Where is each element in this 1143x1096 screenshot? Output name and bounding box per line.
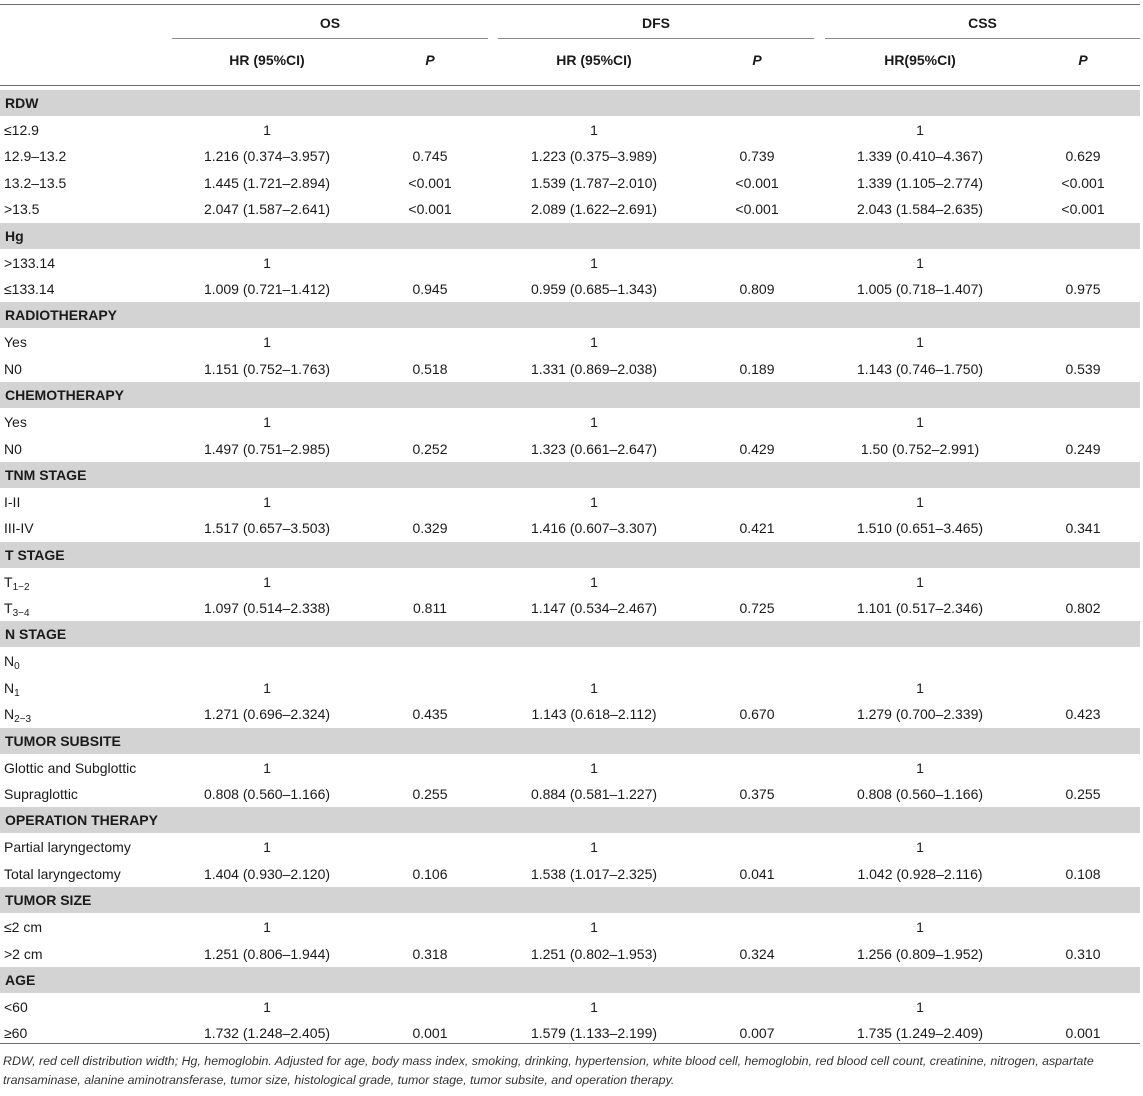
- table-top-rule: [0, 4, 1140, 5]
- os-p-cell: 0.518: [412, 360, 448, 377]
- row-label-text: >2 cm: [4, 945, 43, 962]
- table-row: [0, 569, 1140, 595]
- section-header: TUMOR SIZE: [0, 887, 1140, 913]
- table-row: [0, 861, 1140, 887]
- header-rule-css: [825, 38, 1140, 39]
- dfs-p-cell: 0.041: [739, 865, 775, 882]
- section-header: RADIOTHERAPY: [0, 302, 1140, 328]
- table-row: [0, 701, 1140, 727]
- dfs-hr-cell: 1: [590, 759, 598, 776]
- dfs-hr-cell: 1.538 (1.017–2.325): [530, 865, 658, 882]
- row-label-subscript: 1−2: [12, 581, 30, 593]
- row-label-text: N: [4, 679, 15, 696]
- row-label-text: Yes: [4, 414, 27, 431]
- css-hr-cell: 0.808 (0.560–1.166): [856, 786, 984, 803]
- row-label: [4, 329, 27, 355]
- os-p-cell: 0.255: [412, 786, 448, 803]
- row-label: [4, 569, 30, 595]
- os-hr-cell: 1: [263, 254, 271, 271]
- table-row: [0, 755, 1140, 781]
- dfs-hr-cell: 1.223 (0.375–3.989): [530, 148, 658, 165]
- row-label: [4, 781, 78, 807]
- os-hr-cell: 1.271 (0.696–2.324): [203, 706, 331, 723]
- dfs-hr-cell: 1: [590, 493, 598, 510]
- header-css-hr: HR(95%CI): [884, 52, 956, 68]
- row-label-text: T: [4, 573, 13, 590]
- os-hr-cell: 1: [263, 839, 271, 856]
- css-hr-cell: 1: [916, 254, 924, 271]
- os-hr-cell: 1.732 (1.248–2.405): [203, 1025, 331, 1042]
- css-hr-cell: 1.510 (0.651–3.465): [856, 520, 984, 537]
- table-footnote: RDW, red cell distribution width; Hg, hemoglobin. Adjusted for age, body mass index, smoking, drinking, hypertension, white blood cell, hemoglobin, red blood cell count, creatinine, nitrogen, aspartate transaminase, alanine aminotransferase, tumor size, histological grade, tumor stage, tumor subsite, and operation therapy.: [3, 1054, 1094, 1087]
- header-dfs-p: P: [752, 52, 762, 68]
- os-p-cell: <0.001: [408, 201, 452, 218]
- css-p-cell: 0.629: [1065, 148, 1101, 165]
- dfs-p-cell: 0.809: [739, 280, 775, 297]
- header-bottom-rule: [0, 85, 1140, 86]
- css-hr-cell: 1.101 (0.517–2.346): [856, 600, 984, 617]
- dfs-p-cell: 0.324: [739, 945, 775, 962]
- table-row: [0, 170, 1140, 196]
- header-os-p: P: [425, 52, 435, 68]
- dfs-hr-cell: 1: [590, 254, 598, 271]
- row-label: [4, 941, 43, 967]
- os-p-cell: 0.329: [412, 520, 448, 537]
- css-p-cell: 0.802: [1065, 600, 1101, 617]
- os-hr-cell: 1.151 (0.752–1.763): [203, 360, 331, 377]
- header-group-dfs: DFS: [642, 15, 670, 31]
- row-label: [4, 250, 55, 276]
- section-header: TNM STAGE: [0, 462, 1140, 488]
- os-p-cell: 0.945: [412, 280, 448, 297]
- dfs-p-cell: 0.429: [739, 440, 775, 457]
- row-label-text: N0: [4, 440, 22, 457]
- os-p-cell: 0.252: [412, 440, 448, 457]
- section-header: CHEMOTHERAPY: [0, 382, 1140, 408]
- table-row: [0, 941, 1140, 967]
- css-hr-cell: 1.339 (0.410–4.367): [856, 148, 984, 165]
- row-label-text: N: [4, 653, 15, 670]
- os-p-cell: 0.811: [413, 600, 447, 617]
- os-p-cell: <0.001: [408, 174, 452, 191]
- table-row: [0, 196, 1140, 222]
- row-label-text: 12.9–13.2: [4, 148, 67, 165]
- css-hr-cell: 1: [916, 414, 924, 431]
- table-row: [0, 489, 1140, 515]
- os-hr-cell: 0.808 (0.560–1.166): [203, 786, 331, 803]
- row-label-text: ≤12.9: [4, 122, 39, 138]
- row-label-text: Total laryngectomy: [4, 865, 121, 882]
- css-hr-cell: 1: [916, 919, 924, 936]
- os-p-cell: 0.435: [412, 706, 448, 723]
- row-label: [4, 914, 42, 940]
- row-label: [4, 994, 28, 1020]
- dfs-hr-cell: 2.089 (1.622–2.691): [530, 201, 658, 218]
- table-row: [0, 436, 1140, 462]
- row-label-text: T: [4, 600, 13, 617]
- css-p-cell: 0.341: [1065, 520, 1101, 537]
- table-row: [0, 250, 1140, 276]
- os-hr-cell: 1: [263, 334, 271, 351]
- section-header: TUMOR SUBSITE: [0, 728, 1140, 754]
- os-hr-cell: 1: [263, 919, 271, 936]
- dfs-hr-cell: 0.884 (0.581–1.227): [530, 786, 658, 803]
- table-row: [0, 276, 1140, 302]
- dfs-hr-cell: 1.323 (0.661–2.647): [530, 440, 658, 457]
- row-label-text: 13.2–13.5: [4, 174, 67, 191]
- row-label-subscript: 1: [14, 687, 20, 699]
- table-row: [0, 117, 1140, 143]
- table-row: [0, 914, 1140, 940]
- os-hr-cell: 1.517 (0.657–3.503): [203, 520, 331, 537]
- dfs-hr-cell: 1.331 (0.869–2.038): [530, 360, 658, 377]
- row-label: [4, 489, 20, 515]
- row-label-text: ≥60: [4, 1025, 28, 1042]
- header-dfs-hr: HR (95%CI): [556, 52, 632, 68]
- dfs-hr-cell: 1: [590, 334, 598, 351]
- row-label-text: >13.5: [4, 201, 40, 218]
- row-label: [4, 436, 22, 462]
- row-label-text: Partial laryngectomy: [4, 839, 131, 856]
- row-label-subscript: 0: [14, 661, 20, 673]
- section-header: Hg: [0, 223, 1140, 249]
- css-hr-cell: 1: [916, 122, 924, 138]
- dfs-hr-cell: 1.143 (0.618–2.112): [531, 706, 657, 723]
- table-body: [0, 90, 1140, 1047]
- header-group-os: OS: [319, 15, 341, 31]
- css-hr-cell: 1.339 (1.105–2.774): [856, 174, 984, 191]
- table-row: [0, 781, 1140, 807]
- os-hr-cell: 1: [263, 759, 271, 776]
- css-hr-cell: 1: [916, 998, 924, 1015]
- section-header: RDW: [0, 90, 1140, 116]
- css-p-cell: 0.310: [1065, 945, 1101, 962]
- row-label-text: ≤2 cm: [4, 919, 43, 936]
- row-label-text: Supraglottic: [4, 786, 78, 803]
- dfs-p-cell: 0.007: [739, 1025, 775, 1042]
- dfs-p-cell: 0.375: [739, 786, 775, 803]
- css-p-cell: <0.001: [1061, 174, 1105, 191]
- css-hr-cell: 1.256 (0.809–1.952): [856, 945, 984, 962]
- os-hr-cell: 1.009 (0.721–1.412): [203, 280, 331, 297]
- dfs-hr-cell: 1: [590, 414, 598, 431]
- css-hr-cell: 1.50 (0.752–2.991): [860, 440, 980, 457]
- css-hr-cell: 1.005 (0.718–1.407): [856, 280, 984, 297]
- row-label-text: Yes: [4, 334, 27, 351]
- row-label-text: N: [4, 706, 15, 723]
- row-label: [4, 861, 121, 887]
- table-row: [0, 994, 1140, 1020]
- row-label: [4, 834, 131, 860]
- row-label: [4, 409, 27, 435]
- row-label: [4, 276, 55, 302]
- dfs-hr-cell: 1.251 (0.802–1.953): [530, 945, 658, 962]
- css-hr-cell: 1: [916, 759, 924, 776]
- section-header: N STAGE: [0, 621, 1140, 647]
- os-hr-cell: 1: [263, 493, 271, 510]
- row-label-text: Glottic and Subglottic: [4, 759, 137, 776]
- dfs-hr-cell: 1: [590, 839, 598, 856]
- table-row: [0, 595, 1140, 621]
- section-header: OPERATION THERAPY: [0, 807, 1140, 833]
- css-hr-cell: 1: [916, 839, 924, 856]
- row-label: [4, 196, 39, 222]
- row-label-subscript: 2−3: [14, 714, 32, 726]
- row-label-text: I-II: [4, 493, 21, 510]
- row-label-text: <60: [4, 998, 28, 1015]
- row-label: [4, 648, 20, 674]
- dfs-hr-cell: 1: [590, 998, 598, 1015]
- css-p-cell: 0.539: [1065, 360, 1101, 377]
- css-hr-cell: 1: [916, 334, 924, 351]
- row-label-text: III-IV: [4, 520, 34, 537]
- row-label: [4, 755, 136, 781]
- css-p-cell: 0.249: [1065, 440, 1101, 457]
- header-css-p: P: [1078, 52, 1088, 68]
- css-hr-cell: 1.143 (0.746–1.750): [856, 360, 984, 377]
- dfs-hr-cell: 1.539 (1.787–2.010): [530, 174, 658, 191]
- css-p-cell: 0.975: [1065, 280, 1101, 297]
- css-hr-cell: 1.735 (1.249–2.409): [856, 1025, 984, 1042]
- table-row: [0, 515, 1140, 541]
- dfs-p-cell: 0.739: [739, 148, 775, 165]
- dfs-hr-cell: 1: [590, 679, 598, 696]
- os-hr-cell: 1: [263, 414, 271, 431]
- table-row: [0, 329, 1140, 355]
- table-row: [0, 675, 1140, 701]
- row-label: [4, 170, 66, 196]
- os-p-cell: 0.001: [412, 1025, 448, 1042]
- row-label-text: ≤133.14: [4, 280, 55, 297]
- dfs-p-cell: 0.421: [739, 520, 775, 537]
- os-hr-cell: 1.445 (1.721–2.894): [203, 174, 331, 191]
- os-hr-cell: 1.216 (0.374–3.957): [203, 148, 331, 165]
- row-label: [4, 701, 31, 727]
- css-hr-cell: 2.043 (1.584–2.635): [856, 201, 984, 218]
- row-label-text: N0: [4, 360, 22, 377]
- section-header: AGE: [0, 967, 1140, 993]
- css-hr-cell: 1.042 (0.928–2.116): [857, 865, 983, 882]
- dfs-hr-cell: 1.147 (0.534–2.467): [530, 600, 658, 617]
- os-hr-cell: 1: [263, 998, 271, 1015]
- row-label-text: >133.14: [4, 254, 55, 271]
- css-p-cell: 0.001: [1065, 1025, 1101, 1042]
- table-bottom-rule: [0, 1043, 1140, 1044]
- header-os-hr: HR (95%CI): [229, 52, 305, 68]
- header-rule-os: [172, 38, 488, 39]
- os-hr-cell: 1: [263, 573, 271, 590]
- row-label: [4, 117, 39, 143]
- css-hr-cell: 1: [916, 493, 924, 510]
- dfs-hr-cell: 1: [590, 573, 598, 590]
- os-hr-cell: 1: [263, 679, 271, 696]
- header-rule-dfs: [498, 38, 814, 39]
- dfs-hr-cell: 1: [590, 919, 598, 936]
- table-row: [0, 648, 1140, 674]
- table-row: [0, 409, 1140, 435]
- os-hr-cell: 2.047 (1.587–2.641): [203, 201, 331, 218]
- row-label: [4, 515, 34, 541]
- os-p-cell: 0.106: [412, 865, 448, 882]
- os-hr-cell: 1.497 (0.751–2.985): [203, 440, 331, 457]
- dfs-p-cell: 0.189: [739, 360, 775, 377]
- os-hr-cell: 1.097 (0.514–2.338): [203, 600, 331, 617]
- dfs-hr-cell: 1: [590, 122, 598, 138]
- css-p-cell: 0.255: [1065, 786, 1101, 803]
- css-hr-cell: 1: [916, 573, 924, 590]
- dfs-p-cell: 0.670: [739, 706, 775, 723]
- table-row: [0, 356, 1140, 382]
- table-row: [0, 143, 1140, 169]
- os-hr-cell: 1: [263, 122, 271, 138]
- row-label: [4, 595, 30, 621]
- css-hr-cell: 1: [916, 679, 924, 696]
- os-hr-cell: 1.251 (0.806–1.944): [203, 945, 331, 962]
- section-header: T STAGE: [0, 542, 1140, 568]
- css-p-cell: 0.423: [1065, 706, 1101, 723]
- row-label-subscript: 3−4: [12, 608, 30, 620]
- row-label: [4, 143, 66, 169]
- header-group-css: CSS: [968, 15, 997, 31]
- os-hr-cell: 1.404 (0.930–2.120): [203, 865, 331, 882]
- css-p-cell: 0.108: [1065, 865, 1101, 882]
- dfs-p-cell: 0.725: [739, 600, 775, 617]
- css-p-cell: <0.001: [1061, 201, 1105, 218]
- os-p-cell: 0.318: [412, 945, 448, 962]
- dfs-hr-cell: 1.416 (0.607–3.307): [530, 520, 658, 537]
- table-row: [0, 834, 1140, 860]
- dfs-p-cell: <0.001: [735, 174, 779, 191]
- dfs-p-cell: <0.001: [735, 201, 779, 218]
- dfs-hr-cell: 0.959 (0.685–1.343): [530, 280, 658, 297]
- row-label: [4, 675, 20, 701]
- css-hr-cell: 1.279 (0.700–2.339): [856, 706, 984, 723]
- row-label: [4, 356, 22, 382]
- os-p-cell: 0.745: [412, 148, 448, 165]
- dfs-hr-cell: 1.579 (1.133–2.199): [530, 1025, 658, 1042]
